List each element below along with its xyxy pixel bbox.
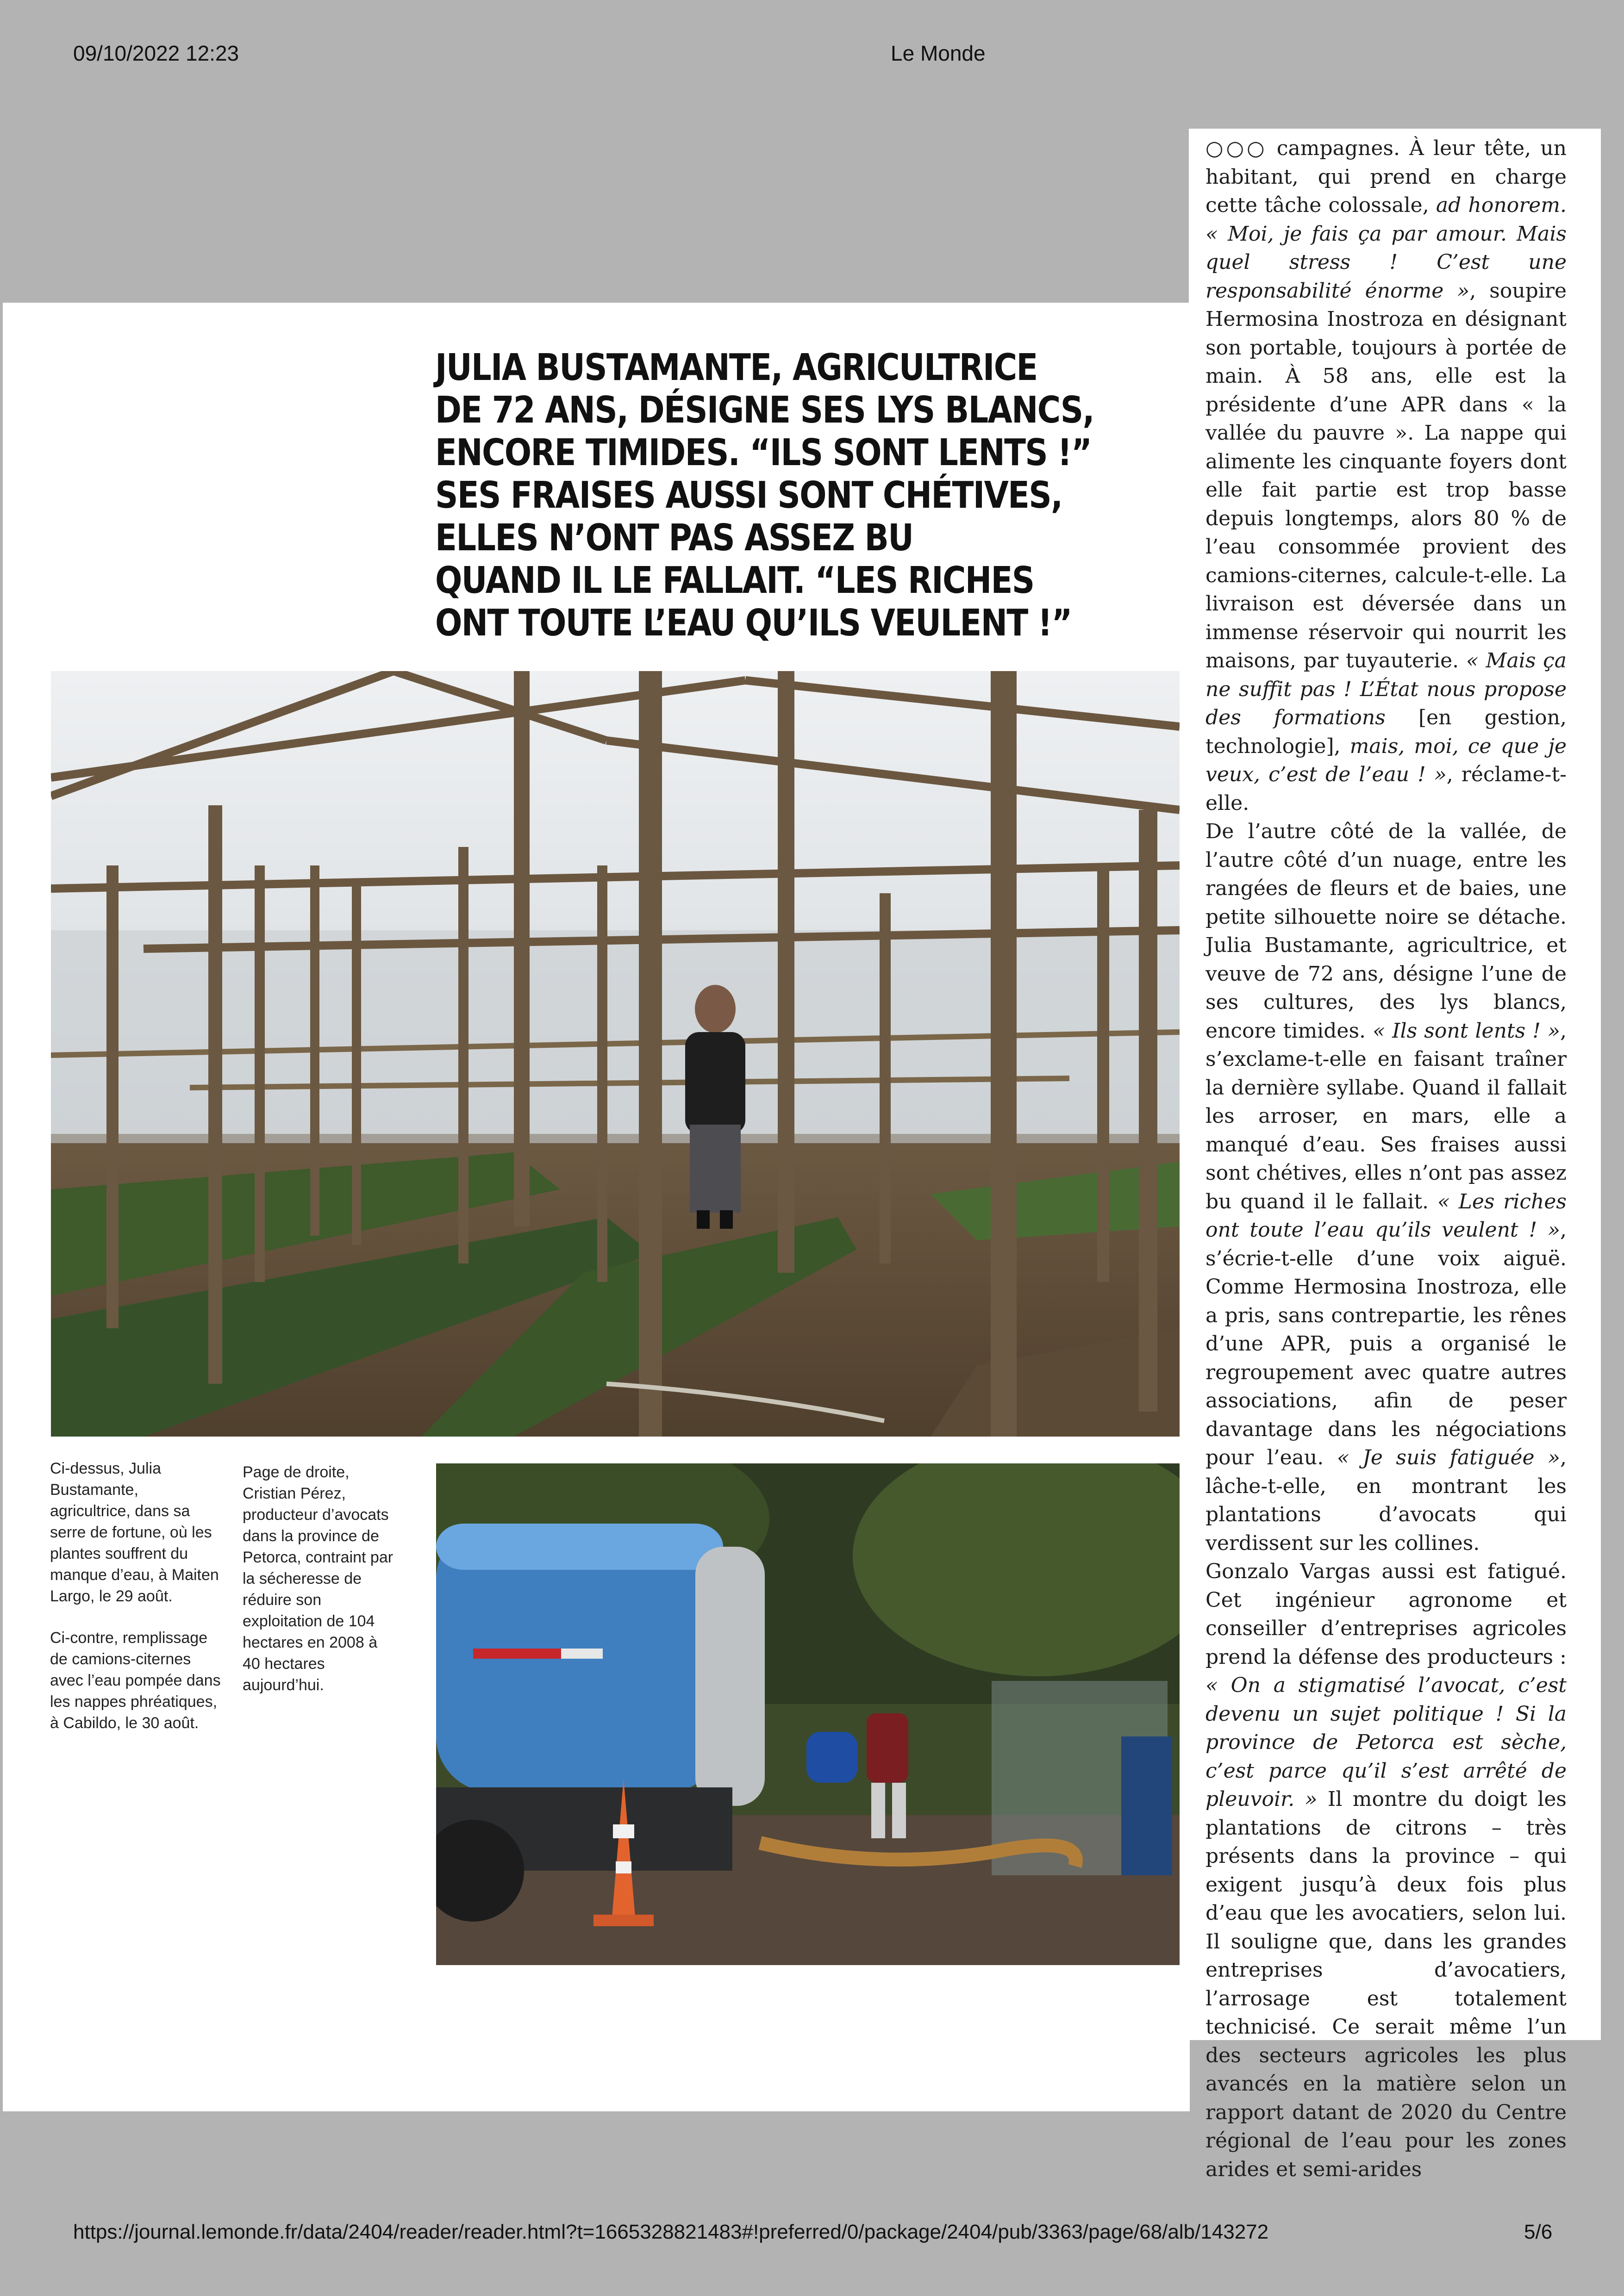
text-run: , lâche-t-elle, en montrant les plantations d’avocats qui verdissent sur les collines. [1206, 1446, 1567, 1555]
print-footer-page-number: 5/6 [1524, 2221, 1553, 2243]
article-body [1206, 134, 1567, 2184]
caption-trucks: Ci-contre, remplissage de camions-citernes avec l’eau pompée dans les nappes phréatiques, à Cabildo, le 30 août. [50, 1629, 221, 1732]
text-run: De l’autre côté de la vallée, de l’autre côté d’un nuage, entre les rangées de fleurs et de baies, une petite silhouette noire se détache. Julia Bustamante, agricultrice, et veuve de 72 ans, désigne l’une de ses cultures, des lys blancs, encore timides. [1206, 820, 1567, 1043]
text-run: , s’écrie-t-elle d’une voix aiguë. Comme Hermosina Inostroza, elle a pris, sans contrepartie, les rênes d’une APR, puis a organisé le regroupement avec quatre autres associations, afin de peser davantage dans les négociations pour l’eau. [1206, 1218, 1567, 1469]
text-run: ad honorem. [1436, 193, 1567, 217]
quote-run: mais, moi, ce que je veux, c’est de l’eau ! » [1206, 734, 1567, 786]
print-date: 09/10/2022 12:23 [73, 41, 239, 65]
headline-line: SES FRAISES AUSSI SONT CHÉTIVES, [435, 474, 1062, 516]
headline-line: ENCORE TIMIDES. “ILS SONT LENTS !” [435, 431, 1092, 474]
quote-run: « Les riches ont toute l’eau qu’ils veulent ! » [1206, 1189, 1567, 1242]
quote-run: « On a stigmatisé l’avocat, c’est devenu un sujet politique ! Si la province de Petorca est sèche, c’est parce qu’il s’est arrêté de pleuvoir. » [1206, 1674, 1567, 1811]
text-run: , réclame-t-elle. [1206, 763, 1567, 815]
caption-next-page: Page de droite, Cristian Pérez, producteur d’avocats dans la province de Petorca, contraint par la sécheresse de réduire son exploitation de 104 hectares en 2008 à 40 hectares aujourd’hui. [243, 1463, 394, 1694]
greenhouse-photo [51, 671, 1180, 1437]
pull-quote-headline [435, 346, 1094, 644]
article-paragraph [1206, 1557, 1567, 2184]
headline-line: ELLES N’ONT PAS ASSEZ BU [435, 516, 913, 559]
text-run: , soupire Hermosina Inostroza en désignant son portable, toujours à portée de main. À 58 ans, elle est la présidente d’une APR dans « la vallée du pauvre ». La nappe qui alimente les cinquante foyers dont elle fait partie est trop basse depuis longtemps, alors 80 % de l’eau consommée provient des camions-citernes, calcule-t-elle. La livraison est déversée dans un immense réservoir qui nourrit les maisons, par tuyauterie. [1206, 279, 1567, 672]
headline-line: JULIA BUSTAMANTE, AGRICULTRICE [435, 346, 1037, 389]
text-run: , s’exclame-t-elle en faisant traîner la dernière syllabe. Quand il fallait les arroser, en mars, elle a manqué d’eau. Ses fraises aussi sont chétives, elles n’ont pas assez bu quand il le fallait. [1206, 1019, 1567, 1213]
text-run: [en gestion, technologie], [1206, 706, 1567, 758]
water-truck-photo [436, 1463, 1180, 1965]
quote-run: « Mais ça ne suffit pas ! L’État nous propose des formations [1206, 649, 1567, 729]
continuation-mark: ○○○ [1206, 137, 1268, 160]
headline-line: QUAND IL LE FALLAIT. “LES RICHES [435, 559, 1034, 602]
quote-run: « Ils sont lents ! » [1373, 1019, 1561, 1043]
print-source-title: Le Monde [891, 41, 986, 65]
article-paragraph [1206, 817, 1567, 1557]
quote-run: « Je suis fatiguée » [1337, 1446, 1561, 1469]
headline-line: ONT TOUTE L’EAU QU’ILS VEULENT !” [435, 602, 1072, 644]
print-footer-url: https://journal.lemonde.fr/data/2404/reader/reader.html?t=1665328821483#!preferred/0/package/2404/pub/3363/page/68/alb/143272 [73, 2221, 1269, 2243]
caption-greenhouse: Ci-dessus, Julia Bustamante, agricultrice, dans sa serre de fortune, où les plantes souffrent du manque d’eau, à Maiten Largo, le 29 août. [50, 1460, 219, 1605]
text-run: Il montre du doigt les plantations de citrons – très présents dans la province – qui exigent jusqu’à deux fois plus d’eau que les avocatiers, selon lui. Il souligne que, dans les grandes entreprises d’avocatiers, l’arrosage est totalement technicisé. Ce serait même l’un des secteurs agricoles les plus avancés en la matière selon un rapport datant de 2020 du Centre régional de l’eau pour les zones arides et semi-arides [1206, 1787, 1567, 2181]
quote-run: « Moi, je fais ça par amour. Mais quel stress ! C’est une responsabilité énorme » [1206, 222, 1567, 303]
headline-line: DE 72 ANS, DÉSIGNE SES LYS BLANCS, [435, 389, 1094, 431]
text-run: campagnes. À leur tête, un habitant, qui prend en charge cette tâche colossale, [1206, 137, 1567, 217]
text-run: Gonzalo Vargas aussi est fatigué. Cet ingénieur agronome et conseiller d’entreprises agricoles prend la défense des producteurs : [1206, 1560, 1567, 1669]
photo-caption-right [243, 1462, 395, 1716]
article-paragraph [1206, 134, 1567, 817]
photo-captions-left [50, 1458, 221, 1754]
